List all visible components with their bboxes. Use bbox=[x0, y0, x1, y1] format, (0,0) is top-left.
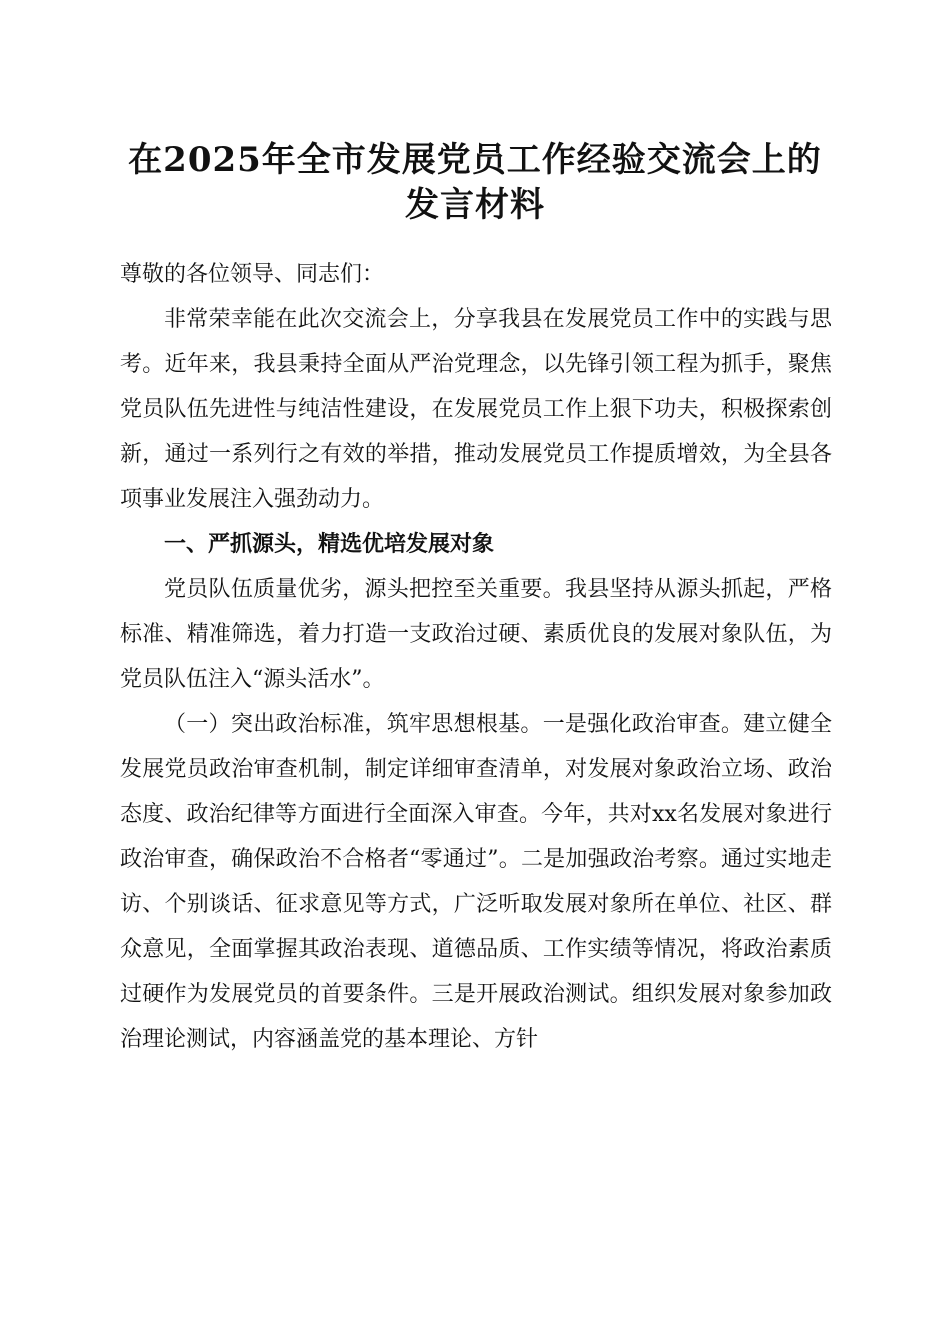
intro-paragraph: 非常荣幸能在此次交流会上，分享我县在发展党员工作中的实践与思考。近年来，我县秉持全面从严治党理念，以先锋引领工程为抓手，聚焦党员队伍先进性与纯洁性建设，在发展党员工作上狠下功夫，积极探索创新，通过一系列行之有效的举措，推动发展党员工作提质增效，为全县各项事业发展注入强劲动力。 bbox=[120, 307, 832, 512]
section-1-heading: 一、严抓源头，精选优培发展对象 bbox=[164, 532, 495, 557]
subsection-1-paragraph bbox=[120, 702, 832, 1062]
section-1-intro-paragraph: 党员队伍质量优劣，源头把控至关重要。我县坚持从源头抓起，严格标准、精准筛选，着力打造一支政治过硬、素质优良的发展对象队伍，为党员队伍注入“源头活水”。 bbox=[120, 577, 832, 692]
document-title-line-2: 发言材料 bbox=[405, 185, 545, 225]
document-title bbox=[80, 138, 870, 228]
document-body bbox=[120, 252, 832, 1062]
subsection-1-lead: （一）突出政治标准，筑牢思想根基。 bbox=[164, 712, 543, 737]
salutation: 尊敬的各位领导、同志们： bbox=[120, 262, 385, 287]
subsection-1-text: 一是强化政治审查。建立健全发展党员政治审查机制，制定详细审查清单，对发展对象政治立场、政治态度、政治纪律等方面进行全面深入审查。今年，共对xx名发展对象进行政治审查，确保政治不合格者“零通过”。二是加强政治考察。通过实地走访、个别谈话、征求意见等方式，广泛听取发展对象所在单位、社区、群众意见，全面掌握其政治表现、道德品质、工作实绩等情况，将政治素质过硬作为发展党员的首要条件。三是开展政治测试。组织发展对象参加政治理论测试，内容涵盖党的基本理论、方针 bbox=[120, 712, 832, 1052]
document-title-line-1: 在2025年全市发展党员工作经验交流会上的 bbox=[128, 140, 822, 180]
